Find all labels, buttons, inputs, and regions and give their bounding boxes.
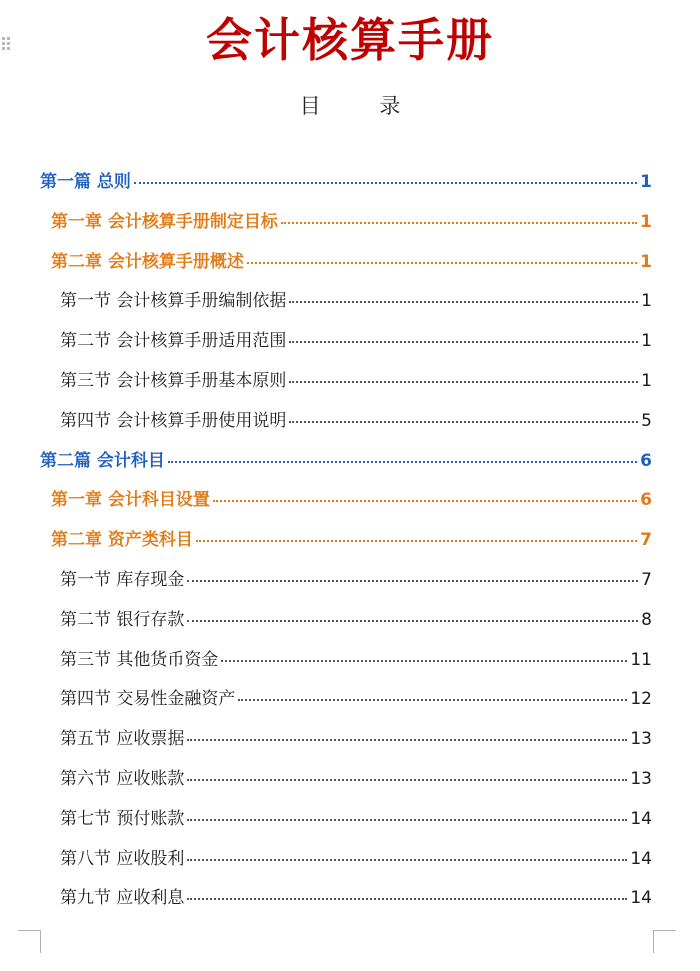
- dot-leader: [289, 341, 638, 343]
- dot-leader: [187, 580, 638, 582]
- dot-leader: [289, 421, 638, 423]
- toc-page-number: 1: [640, 251, 652, 272]
- toc-entry-label: 第二篇 会计科目: [40, 450, 165, 471]
- toc-page-number: 12: [630, 689, 652, 710]
- toc-page-number: 14: [630, 808, 652, 829]
- toc-page-number: 6: [640, 450, 652, 471]
- toc-entry-section[interactable]: [0, 883, 700, 923]
- dot-leader: [247, 262, 637, 264]
- toc-page-number: 1: [641, 370, 652, 391]
- toc-entry-label: 第三节 会计核算手册基本原则: [60, 370, 287, 391]
- dot-leader: [187, 859, 627, 861]
- toc-entry-section[interactable]: [0, 565, 700, 605]
- toc-entry-part-2[interactable]: [0, 446, 700, 486]
- dot-leader: [187, 739, 627, 741]
- toc-entry-chapter[interactable]: [0, 525, 700, 565]
- toc-entry-label: 第四节 交易性金融资产: [60, 689, 236, 710]
- toc-page-number: 13: [630, 729, 652, 750]
- toc-entry-label: 第二章 资产类科目: [51, 530, 193, 551]
- toc-entry-section[interactable]: [0, 605, 700, 645]
- dot-leader: [221, 660, 627, 662]
- toc-entry-label: 第二节 会计核算手册适用范围: [60, 331, 287, 352]
- toc-page-number: 8: [641, 609, 652, 630]
- toc-entry-section[interactable]: [0, 684, 700, 724]
- toc-entry-section[interactable]: [0, 804, 700, 844]
- dot-leader: [187, 620, 638, 622]
- toc-page-number: 1: [640, 172, 652, 192]
- toc-entry-label: 第二节 银行存款: [60, 609, 185, 630]
- toc-entry-section[interactable]: [0, 286, 700, 326]
- dot-leader: [281, 222, 637, 224]
- toc-entry-section[interactable]: [0, 326, 700, 366]
- dot-leader: [238, 699, 627, 701]
- dot-leader: [289, 301, 638, 303]
- toc-page-number: 1: [640, 211, 652, 232]
- table-of-contents: [0, 167, 700, 923]
- toc-page-number: 6: [640, 490, 652, 511]
- toc-entry-section[interactable]: [0, 406, 700, 446]
- toc-entry-chapter[interactable]: [0, 247, 700, 287]
- toc-heading: 目 录: [299, 94, 427, 118]
- toc-entry-label: 第三节 其他货币资金: [60, 649, 219, 670]
- dot-leader: [289, 381, 638, 383]
- toc-page-number: 1: [641, 331, 652, 352]
- toc-entry-label: 第四节 会计核算手册使用说明: [60, 410, 287, 431]
- toc-entry-section[interactable]: [0, 366, 700, 406]
- toc-page-number: 13: [630, 768, 652, 789]
- toc-entry-section[interactable]: [0, 645, 700, 685]
- dot-leader: [187, 819, 627, 821]
- page-corner-mark: [18, 930, 41, 953]
- toc-entry-chapter[interactable]: [0, 207, 700, 247]
- toc-page-number: 11: [630, 649, 652, 670]
- toc-entry-label: 第六节 应收账款: [60, 768, 185, 789]
- dot-leader: [168, 461, 637, 463]
- toc-page-number: 14: [630, 848, 652, 869]
- toc-page-number: 5: [641, 410, 652, 431]
- dot-leader: [187, 898, 627, 900]
- toc-entry-label: 第一章 会计科目设置: [51, 490, 210, 511]
- dot-leader: [187, 779, 627, 781]
- toc-entry-section[interactable]: [0, 764, 700, 804]
- toc-entry-part-1[interactable]: [0, 167, 700, 207]
- dot-leader: [134, 182, 637, 184]
- toc-page-number: 7: [641, 569, 652, 590]
- toc-entry-label: 第一篇 总则: [40, 172, 131, 192]
- toc-entry-label: 第九节 应收利息: [60, 888, 185, 909]
- page-corner-mark: [653, 930, 676, 953]
- dot-leader: [196, 540, 637, 542]
- toc-entry-chapter[interactable]: [0, 485, 700, 525]
- toc-entry-section[interactable]: [0, 844, 700, 884]
- toc-entry-label: 第五节 应收票据: [60, 729, 185, 750]
- toc-page-number: 1: [641, 291, 652, 312]
- toc-entry-label: 第一章 会计核算手册制定目标: [51, 211, 278, 232]
- toc-entry-label: 第八节 应收股利: [60, 848, 185, 869]
- dot-leader: [213, 500, 637, 502]
- toc-entry-label: 第七节 预付账款: [60, 808, 185, 829]
- toc-entry-section[interactable]: [0, 724, 700, 764]
- toc-page-number: 14: [630, 888, 652, 909]
- toc-entry-label: 第一节 会计核算手册编制依据: [60, 291, 287, 312]
- toc-entry-label: 第一节 库存现金: [60, 569, 185, 590]
- toc-entry-label: 第二章 会计核算手册概述: [51, 251, 244, 272]
- document-title: 会计核算手册: [206, 13, 494, 67]
- toc-page-number: 7: [640, 530, 652, 551]
